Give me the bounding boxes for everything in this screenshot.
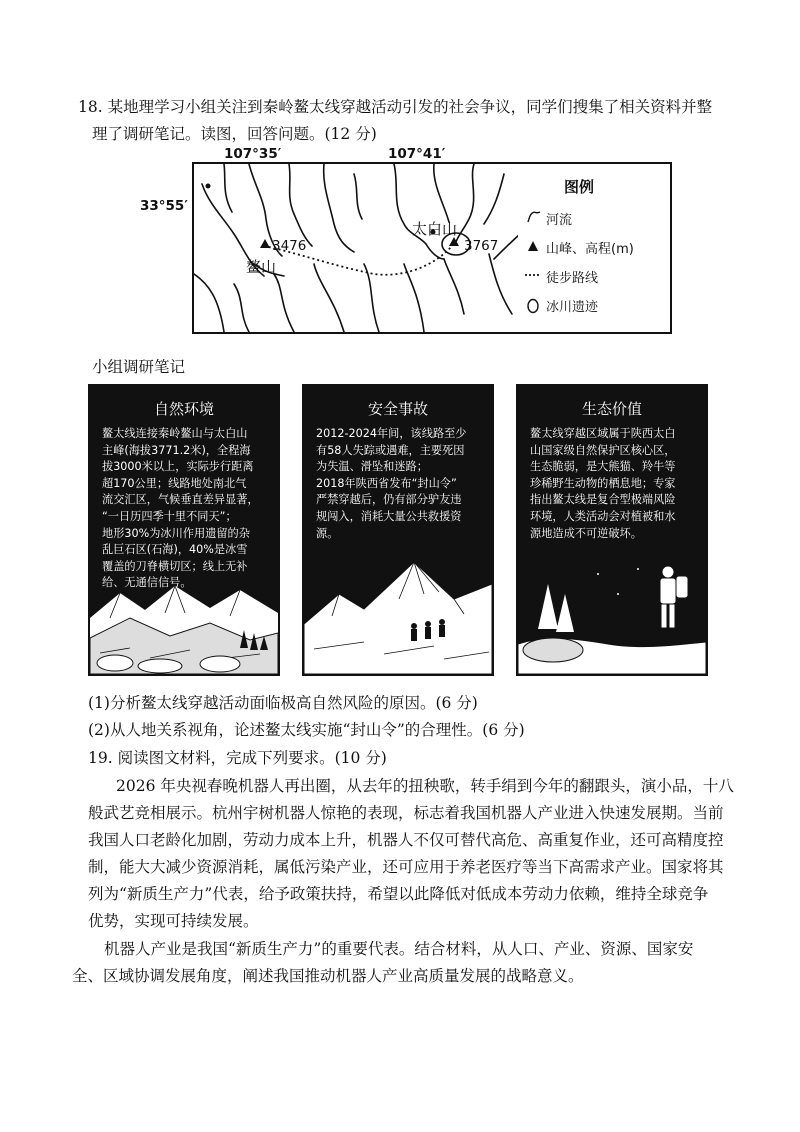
legend-river: 河流 [546, 213, 573, 228]
map-lon-right: 107°41′ [388, 146, 446, 162]
panel-text: 鳌太线连接秦岭鳌山与太白山 主峰(海拔3771.2米)，全程海 拔3000米以上，实际步行距离 超170公里；线路地处南北气 流交汇区，气候垂直差异显著， “一日历四季十里不同天”； 地形30%为冰川作用遗留的杂 乱巨石区(石海)，40%是冰雪 覆盖的刀脊横切区；线上无补 给、无通信信号。 [102, 427, 259, 590]
panel-safety-accidents [302, 384, 494, 676]
panel-title: 安全事故 [367, 400, 428, 418]
peak-icon [527, 240, 539, 252]
panel-title: 生态价值 [581, 400, 642, 418]
legend-glacier: 冰川遗迹 [546, 300, 599, 315]
peak-ao-name: 鳌山 [246, 258, 277, 276]
q18-sub2: (2)从人地关系视角，论述鳌太线实施“封山令”的合理性。(6 分) [88, 721, 525, 739]
panel-natural-environment [88, 384, 280, 676]
panel-ecological-value [516, 384, 708, 676]
panel-text: 2012-2024年间，该线路至少 有58人失踪或遇难，主要死因 为失温、滑坠和迷路； 2018年陕西省发布“封山令” 严禁穿越后，仍有部分驴友违 规闯入，消耗大量公共救援资 源。 [316, 427, 467, 540]
route-icon [524, 272, 542, 278]
legend-title: 图例 [564, 178, 595, 196]
q19-p1-line6: 优势，实现可持续发展。 [88, 912, 259, 930]
q19-heading: 19. 阅读图文材料，完成下列要求。(10 分) [88, 749, 387, 767]
q19-p1-line5: 列为“新质生产力”代表，给予政策扶持，希望以此降低对低成本劳动力依赖，维持全球竞争 [88, 885, 709, 903]
q19-p1-line1: 2026 年央视春晚机器人再出圈，从去年的扭秧歌，转手绢到今年的翻跟头，演小品，十八 [116, 777, 734, 795]
route-map [192, 162, 522, 334]
hikers-illustration [304, 554, 492, 674]
q18-line1: 18. 某地理学习小组关注到秦岭鳌太线穿越活动引发的社会争议，同学们搜集了相关资料并整 [78, 98, 713, 116]
q19-p2-line2: 全、区域协调发展角度，阐述我国推动机器人产业高质量发展的战略意义。 [72, 967, 584, 985]
legend-peak: 山峰、高程(m) [546, 242, 634, 257]
legend-route: 徒步路线 [546, 271, 599, 286]
glacier-icon [526, 298, 540, 314]
notes-heading: 小组调研笔记 [92, 358, 186, 376]
q19-p2-line1: 机器人产业是我国“新质生产力”的重要代表。结合材料，从人口、产业、资源、国家安 [104, 940, 694, 958]
hiker-forest-illustration [518, 554, 706, 674]
map-lat: 33°55′ [140, 198, 188, 214]
q19-p1-line3: 我国人口老龄化加剧，劳动力成本上升，机器人不仅可替代高危、高重复作业，还可高精度控 [88, 831, 724, 849]
peak-tai-elevation: 3767 [464, 238, 499, 254]
map-lon-left: 107°35′ [224, 146, 282, 162]
panel-text: 鳌太线穿越区域属于陕西太白 山国家级自然保护区核心区， 生态脆弱，是大熊猫、羚牛等 珍稀野生动物的栖息地；专家 指出鳌太线是复合型极端风险 环境，人类活动会对植被和水 源地造成不可逆破坏。 [530, 427, 676, 540]
map-legend [518, 162, 672, 334]
q18-line2: 理了调研笔记。读图，回答问题。(12 分) [92, 125, 377, 143]
q18-sub1: (1)分析鳌太线穿越活动面临极高自然风险的原因。(6 分) [88, 694, 478, 712]
panel-title: 自然环境 [153, 400, 214, 418]
peak-ao-elevation: 3476 [272, 238, 307, 254]
mountain-illustration [90, 578, 278, 674]
river-icon [526, 210, 542, 224]
peak-tai-name: 太白山 [412, 220, 458, 238]
q19-p1-line2: 般武艺竞相展示。杭州宇树机器人惊艳的表现，标志着我国机器人产业进入快速发展期。当前 [88, 804, 724, 822]
q19-p1-line4: 制，能大大减少资源消耗，属低污染产业，还可应用于养老医疗等当下高需求产业。国家将其 [88, 858, 724, 876]
